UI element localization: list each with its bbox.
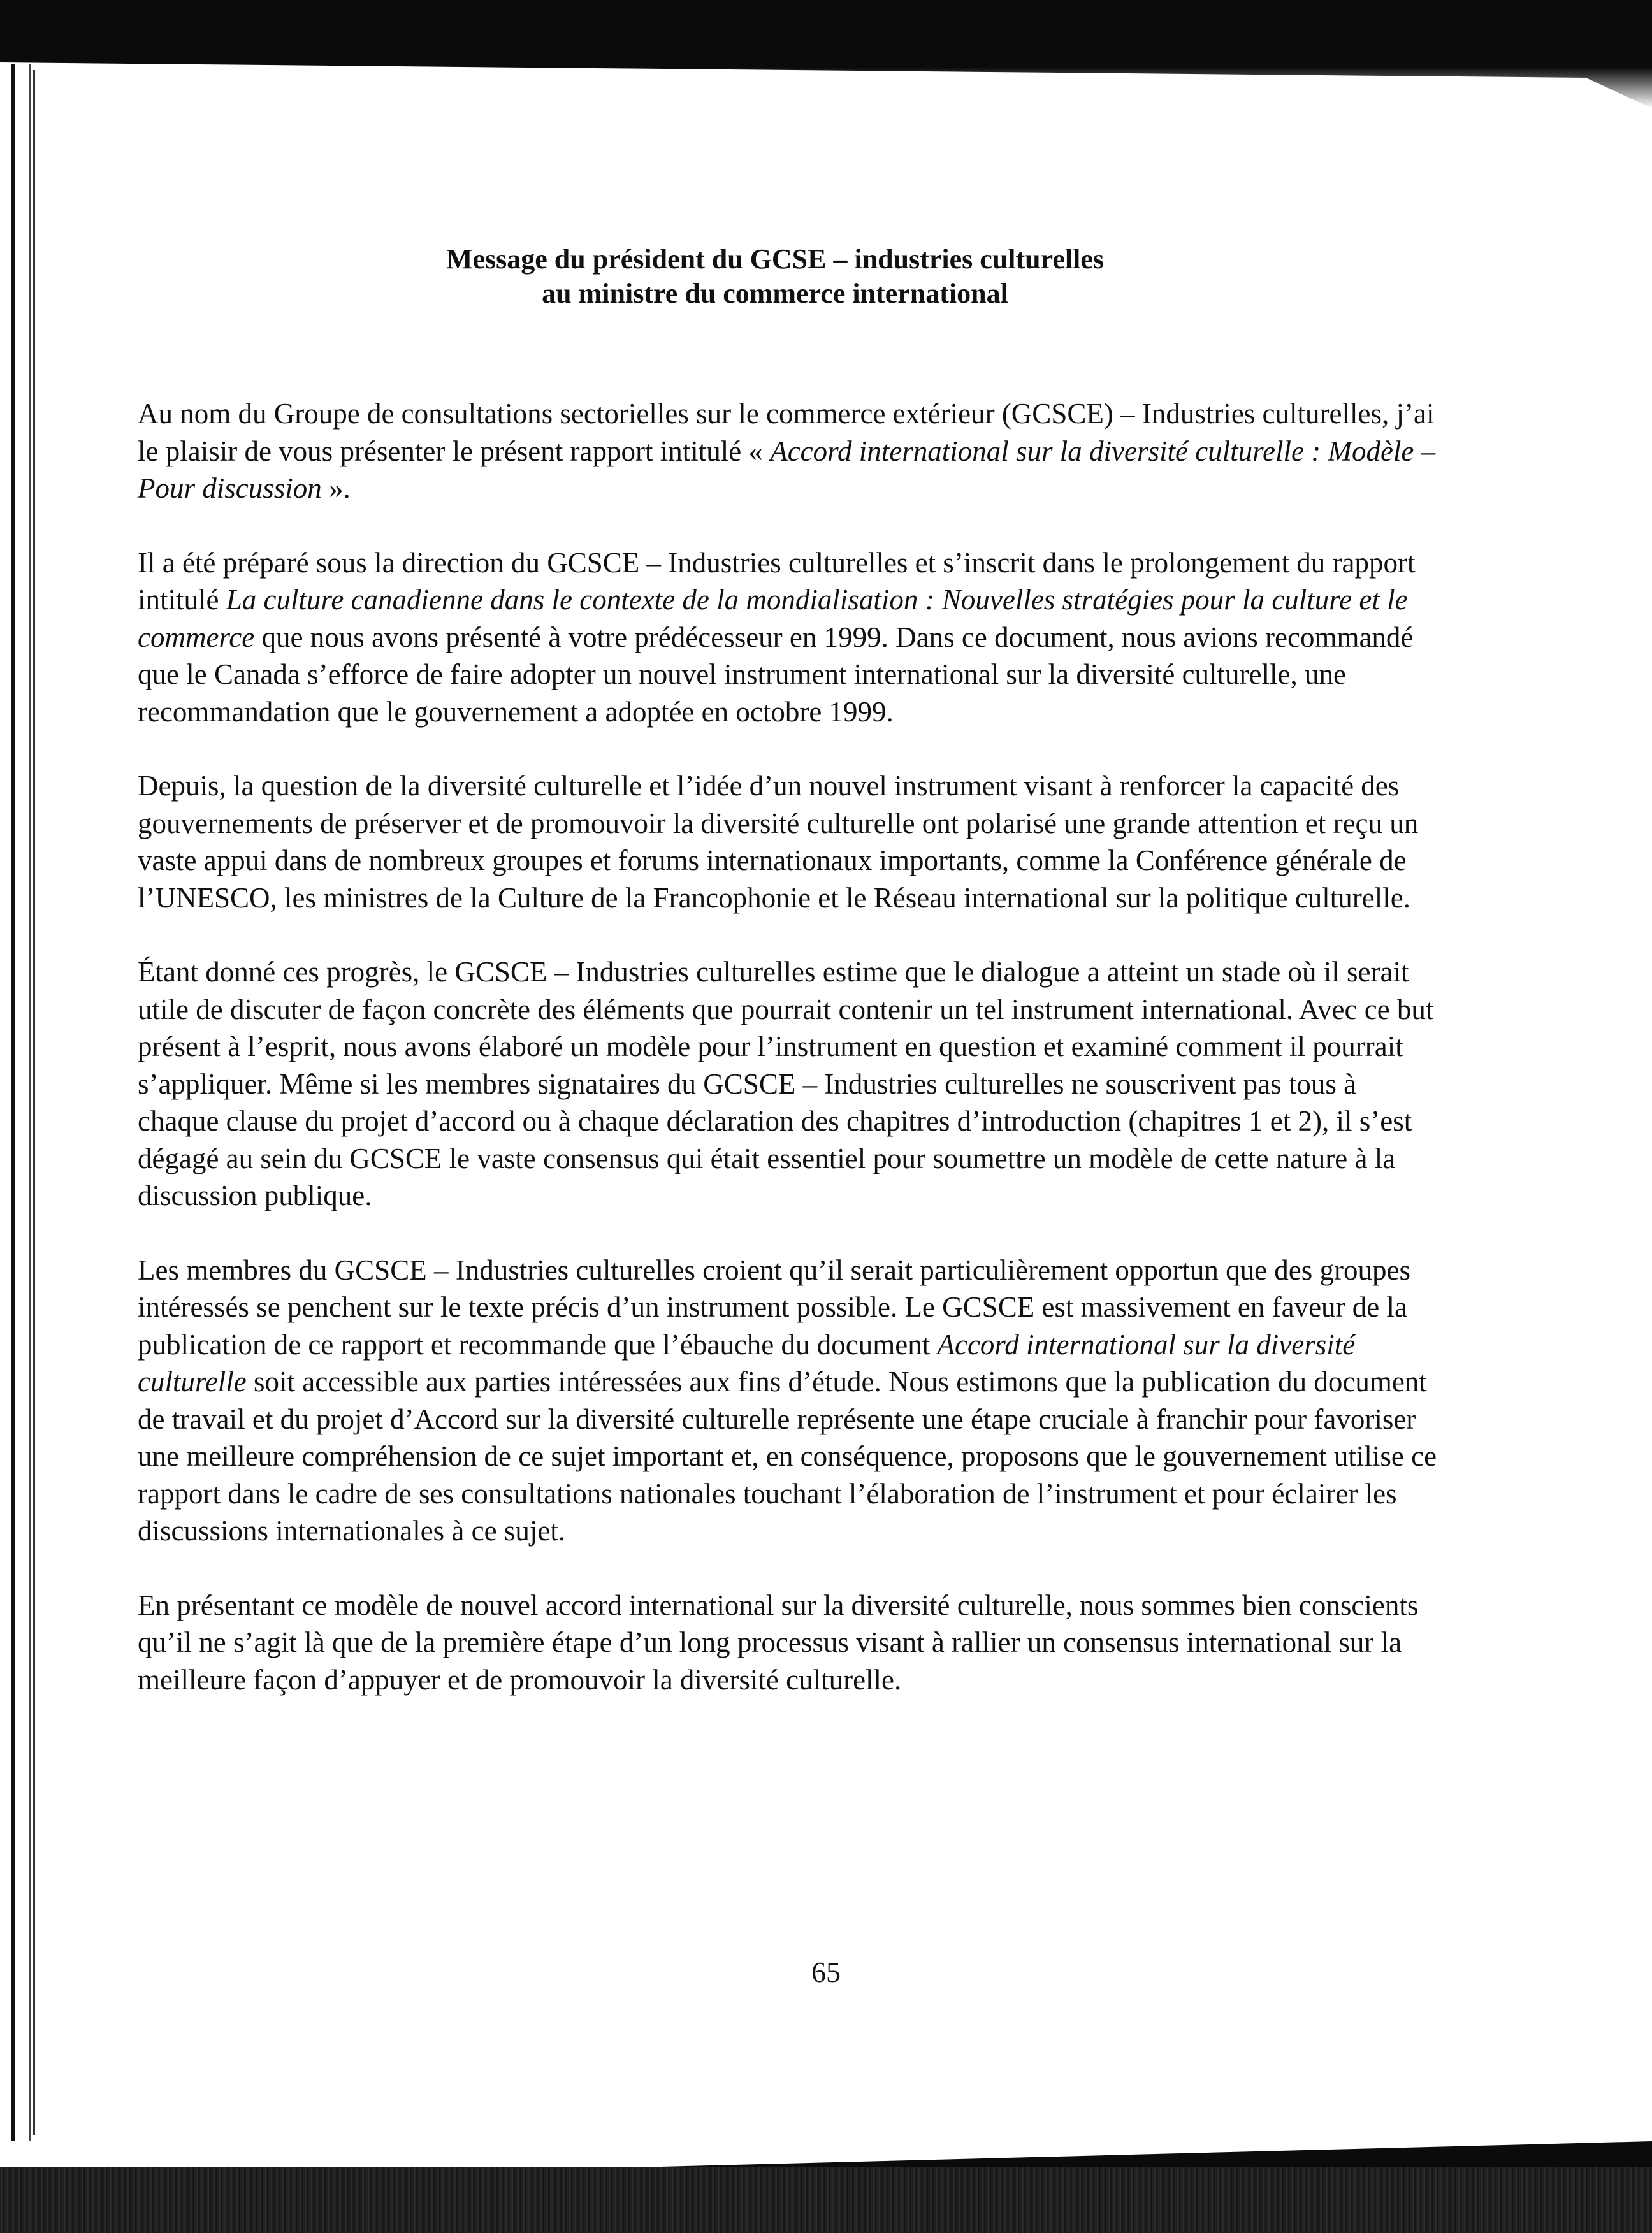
paragraph-1-text-b: ». xyxy=(321,472,351,504)
paragraph-2-text-b: que nous avons présenté à votre prédécesseur en 1999. Dans ce document, nous avions recommandé que le Canada s’efforce de faire adopter un nouvel instrument international sur la diversité culturelle, une recommandation que le gouvernement a adoptée en octobre 1999. xyxy=(138,621,1414,728)
paragraph-1-text-a: Au nom du Groupe de consultations sectorielles sur le commerce extérieur (GCSCE) – Industries culturelles, j’ai le plaisir de vous présenter le présent rapport intitulé « xyxy=(138,398,1435,467)
document-body xyxy=(138,395,1438,1735)
page-number: 65 xyxy=(811,1956,841,1988)
scan-top-shadow xyxy=(0,57,1652,108)
paragraph-4: Étant donné ces progrès, le GCSCE – Industries culturelles estime que le dialogue a atteint un stade où il serait utile de discuter de façon concrète des éléments que pourrait contenir un tel instrument international. Avec ce but présent à l’esprit, nous avons élaboré un modèle pour l’instrument en question et examiné comment il pourrait s’appliquer. Même si les membres signataires du GCSCE – Industries culturelles ne souscrivent pas tous à chaque clause du projet d’accord ou à chaque déclaration des chapitres d’introduction (chapitres 1 et 2), il s’est dégagé au sein du GCSCE le vaste consensus qui était essentiel pour soumettre un modèle de cette nature à la discussion publique. xyxy=(138,956,1434,1211)
page-title xyxy=(138,242,1412,311)
scan-top-border xyxy=(0,0,1652,61)
scan-left-binding-line xyxy=(33,70,35,2135)
paragraph-1-report-title: Accord international sur la diversité culturelle : Modèle – Pour discussion xyxy=(138,435,1436,504)
paragraph-5-document-title: Accord international sur la diversité culturelle xyxy=(138,1328,1356,1398)
paragraph-2-text-a: Il a été préparé sous la direction du GCSCE – Industries culturelles et s’inscrit dans le prolongement du rapport intitulé xyxy=(138,546,1416,616)
title-line-2: au ministre du commerce international xyxy=(542,278,1008,309)
paragraph-2 xyxy=(138,544,1438,731)
paragraph-5-text-b: soit accessible aux parties intéressées aux fins d’étude. Nous estimons que la publication du document de travail et du projet d’Accord sur la diversité culturelle représente une étape cruciale à franchir pour favoriser une meilleure compréhension de ce sujet important et, en conséquence, proposons que le gouvernement utilise ce rapport dans le cadre de ses consultations nationales touchant l’élaboration de l’instrument et pour éclairer les discussions internationales à ce sujet. xyxy=(138,1366,1437,1547)
paragraph-6: En présentant ce modèle de nouvel accord international sur la diversité culturelle, nous sommes bien conscients qu’il ne s’agit là que de la première étape d’un long processus visant à rallier un consensus international sur la meilleure façon d’appuyer et de promouvoir la diversité culturelle. xyxy=(138,1589,1419,1696)
paragraph-2-report-title: La culture canadienne dans le contexte de la mondialisation : Nouvelles stratégies pour la culture et le commerce xyxy=(138,584,1408,653)
title-line-1: Message du président du GCSE – industries culturelles xyxy=(446,243,1105,275)
paragraph-5 xyxy=(138,1252,1438,1550)
paragraph-3: Depuis, la question de la diversité culturelle et l’idée d’un nouvel instrument visant à renforcer la capacité des gouvernements de préserver et de promouvoir la diversité culturelle ont polarisé une grande attention et reçu un vaste appui dans de nombreux groupes et forums internationaux importants, comme la Conférence générale de l’UNESCO, les ministres de la Culture de la Francophonie et le Réseau international sur la politique culturelle. xyxy=(138,770,1419,914)
document-header xyxy=(138,242,1412,311)
paragraph-1 xyxy=(138,395,1438,507)
paragraph-5-text-a: Les membres du GCSCE – Industries culturelles croient qu’il serait particulièrement opportun que des groupes intéressés se penchent sur le texte précis d’un instrument possible. Le GCSCE est massivement en faveur de la publication de ce rapport et recommande que l’ébauche du document xyxy=(138,1254,1411,1361)
scan-bottom-border xyxy=(0,2167,1652,2233)
scan-left-binding-edge xyxy=(11,64,31,2141)
